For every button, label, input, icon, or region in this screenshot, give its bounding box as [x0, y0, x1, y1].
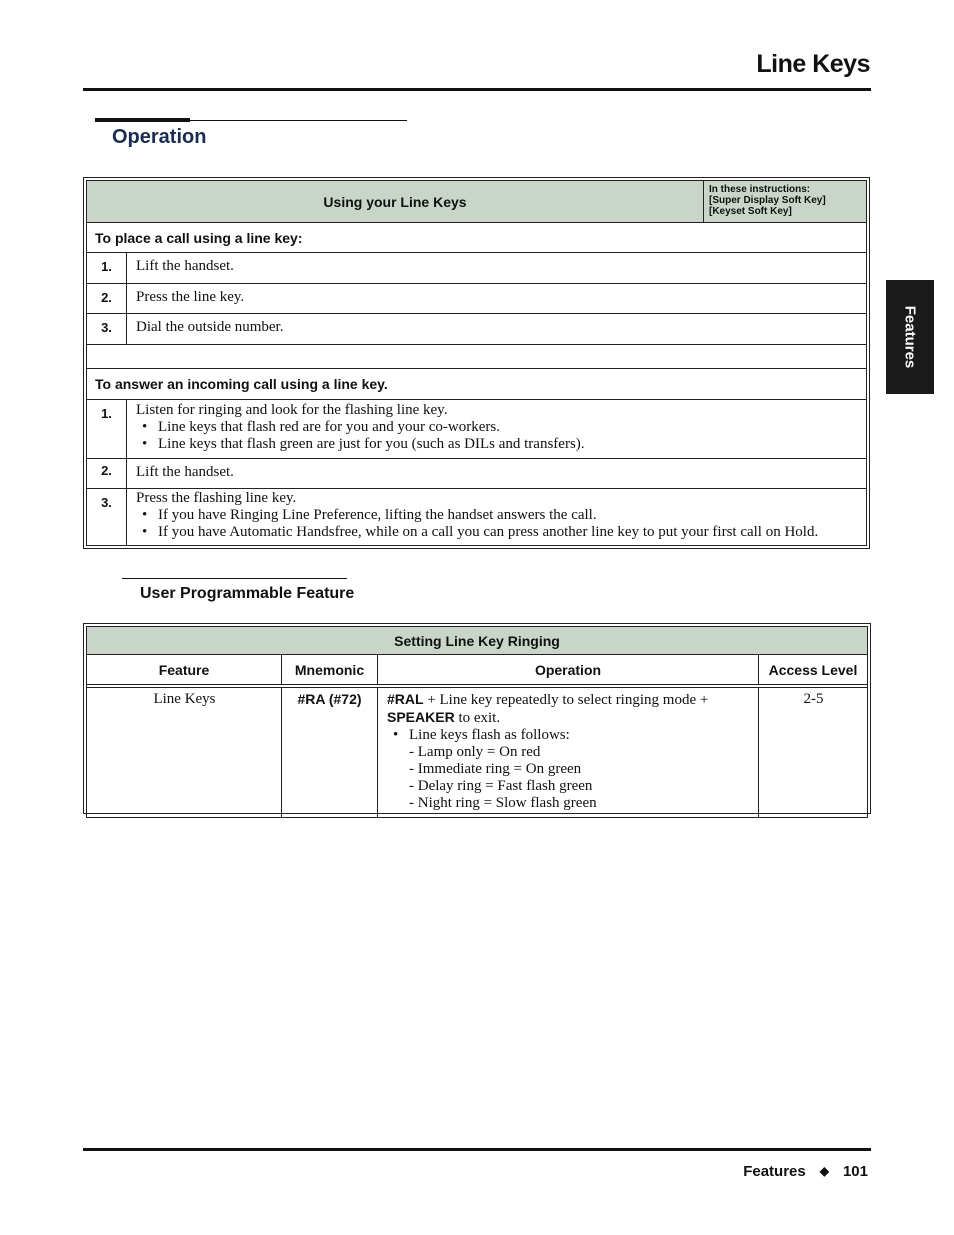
mode-item: - Delay ring = Fast flash green [409, 778, 593, 794]
step-text [127, 489, 867, 546]
step-text: Lift the handset. [127, 459, 867, 489]
instructions-note [704, 181, 867, 223]
place-call-heading: To place a call using a line key: [87, 223, 867, 253]
side-tab [886, 280, 934, 394]
step-text: Press the line key. [127, 284, 867, 314]
page-number: 101 [842, 1163, 868, 1180]
op-text: to exit. [454, 710, 501, 726]
mode-item: - Night ring = Slow flash green [409, 795, 597, 811]
table-row [87, 688, 868, 818]
diamond-icon: ◆ [819, 1164, 829, 1178]
step-number: 1. [87, 253, 127, 284]
table-title: Setting Line Key Ringing [87, 627, 868, 655]
op-code: #RAL [387, 691, 424, 707]
step-text: Dial the outside number. [127, 314, 867, 345]
section-rule-accent [95, 118, 190, 122]
instructions-line: In these instructions: [709, 184, 811, 195]
op-key: SPEAKER [387, 709, 455, 725]
ringing-table [83, 623, 871, 814]
operation-line [387, 709, 750, 727]
cell-mnemonic: #RA (#72) [282, 688, 378, 818]
table-row [87, 459, 867, 489]
footer [743, 1163, 868, 1180]
step-number: 1. [87, 400, 127, 459]
table-row [87, 489, 867, 546]
spacer-row [87, 345, 867, 369]
answer-call-heading: To answer an incoming call using a line key. [87, 369, 867, 400]
step-number: 2. [87, 459, 127, 489]
line-keys-table [83, 177, 870, 549]
bullet-item: • Line keys that flash red are for you and your co-workers. [158, 419, 858, 436]
step-text: Lift the handset. [127, 253, 867, 284]
subsection-heading: User Programmable Feature [140, 585, 355, 602]
step-number: 3. [87, 489, 127, 546]
footer-divider [83, 1148, 871, 1151]
column-header-mnemonic: Mnemonic [282, 655, 378, 685]
column-header-operation: Operation [378, 655, 759, 685]
operation-line [387, 691, 750, 709]
table-row [87, 314, 867, 345]
cell-operation [378, 688, 759, 818]
column-header-feature: Feature [87, 655, 282, 685]
step-number: 2. [87, 284, 127, 314]
column-header-access-level: Access Level [759, 655, 868, 685]
cell-feature: Line Keys [87, 688, 282, 818]
mode-item: - Lamp only = On red [409, 744, 541, 760]
step-main-text: Listen for ringing and look for the flashing line key. [136, 402, 448, 418]
side-tab-label: Features [901, 305, 919, 369]
table-row [87, 400, 867, 459]
bullet-item: • Line keys flash as follows: [409, 727, 750, 744]
step-text [127, 400, 867, 459]
cell-access-level: 2-5 [759, 688, 868, 818]
op-text: + Line key repeatedly to select ringing mode + [423, 692, 709, 708]
instructions-line: [Keyset Soft Key] [709, 206, 792, 217]
bullet-item: • If you have Automatic Handsfree, while on a call you can press another line key to put your first call on Hold. [158, 524, 858, 541]
table-row [87, 253, 867, 284]
title-divider [83, 88, 871, 91]
bullet-item: • Line keys that flash green are just for you (such as DILs and transfers). [158, 436, 858, 453]
step-number: 3. [87, 314, 127, 345]
section-heading: Operation [112, 126, 207, 148]
page-title: Line Keys [756, 50, 870, 78]
table-row [87, 284, 867, 314]
mode-item: - Immediate ring = On green [409, 761, 582, 777]
footer-section: Features [743, 1163, 806, 1180]
instructions-line: [Super Display Soft Key] [709, 195, 826, 206]
step-main-text: Press the flashing line key. [136, 490, 297, 506]
table-title: Using your Line Keys [87, 181, 704, 223]
subsection-rule [122, 578, 347, 579]
bullet-item: • If you have Ringing Line Preference, lifting the handset answers the call. [158, 507, 858, 524]
